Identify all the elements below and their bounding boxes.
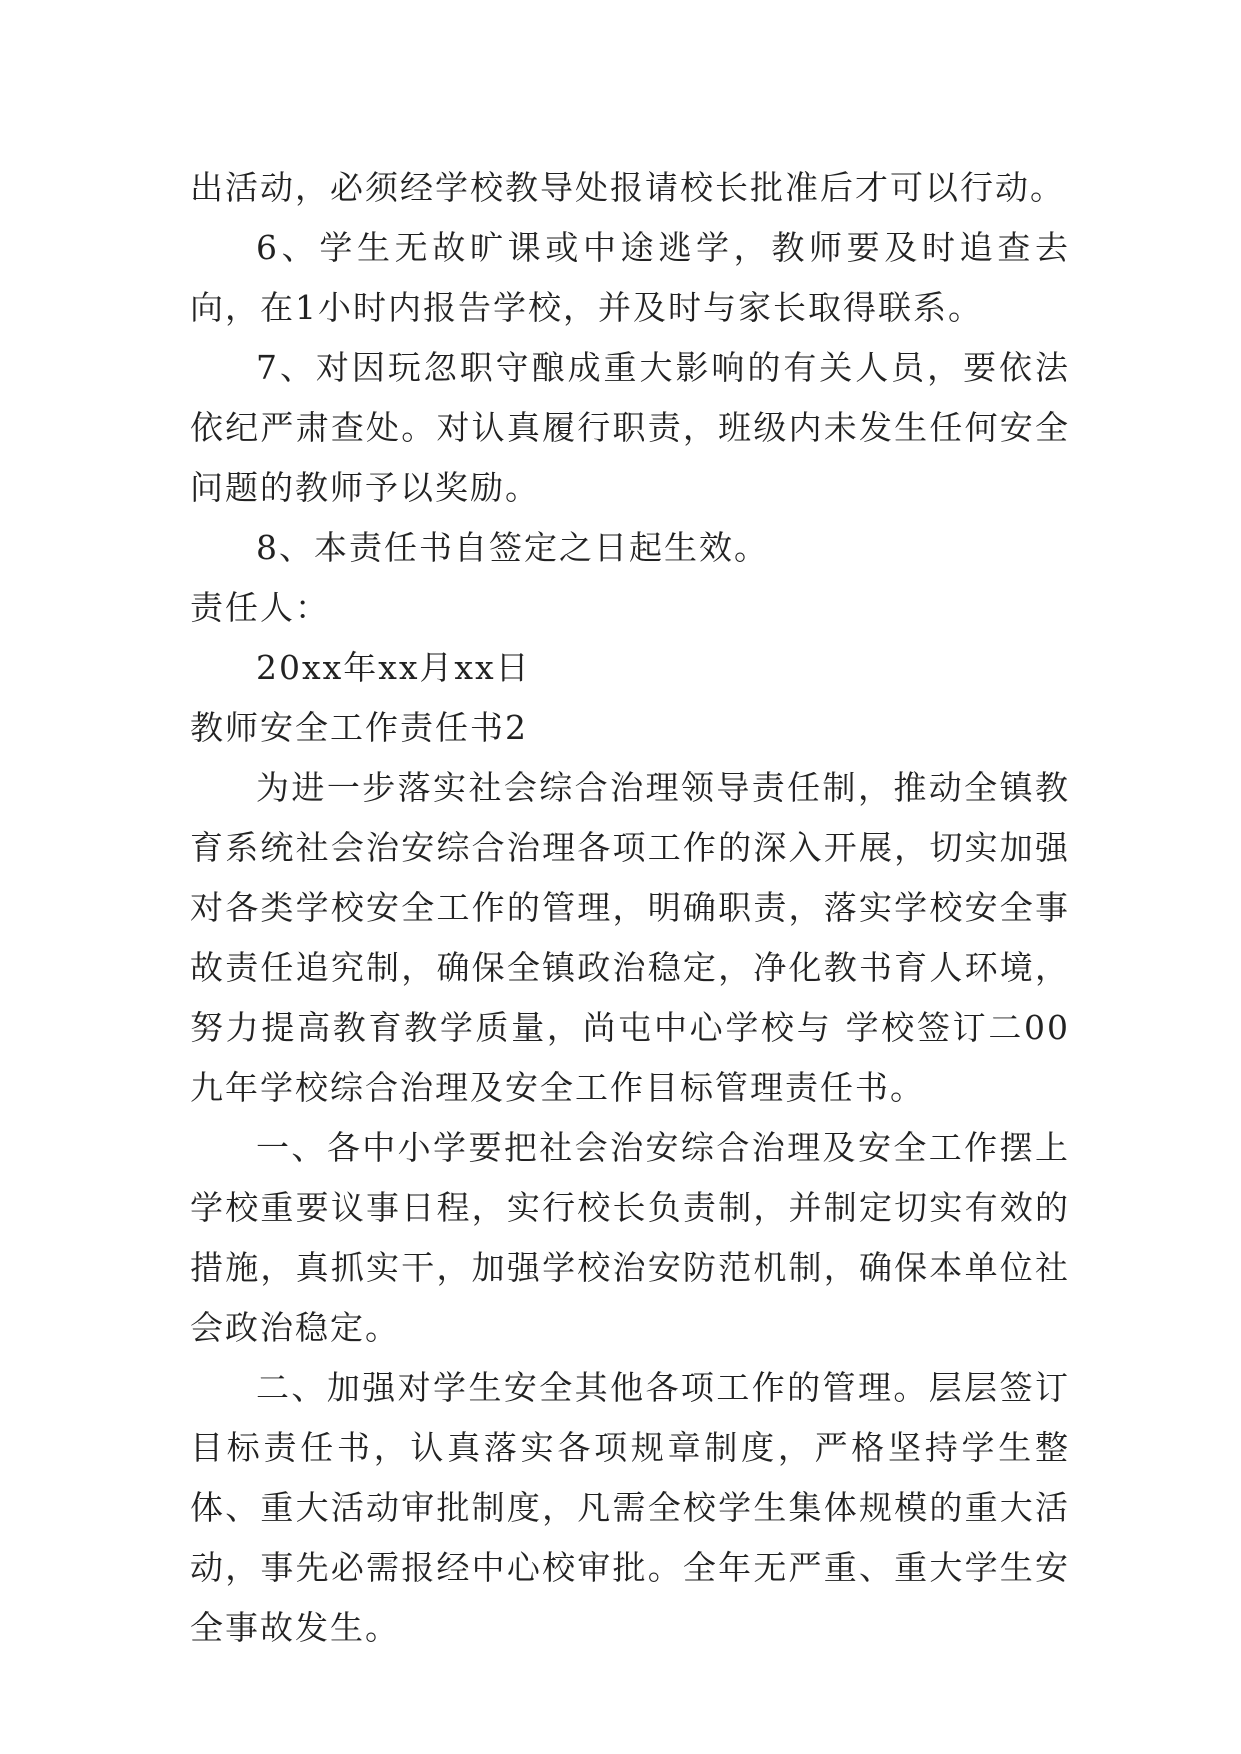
paragraph-item-7: 7、对因玩忽职守酿成重大影响的有关人员，要依法依纪严肃查处。对认真履行职责，班级内未发生任何安全问题的教师予以奖励。 bbox=[190, 348, 1070, 507]
paragraph-clause-1: 一、各中小学要把社会治安综合治理及安全工作摆上学校重要议事日程，实行校长负责制，并制定切实有效的措施，真抓实干，加强学校治安防范机制，确保本单位社会政治稳定。 bbox=[190, 1128, 1070, 1347]
paragraph-clause-2: 二、加强对学生安全其他各项工作的管理。层层签订目标责任书，认真落实各项规章制度，严格坚持学生整体、重大活动审批制度，凡需全校学生集体规模的重大活动，事先必需报经中心校审批。全年无严重、重大学生安全事故发生。 bbox=[190, 1368, 1070, 1647]
paragraph-item-6: 6、学生无故旷课或中途逃学，教师要及时追查去向，在1小时内报告学校，并及时与家长取得联系。 bbox=[190, 228, 1070, 327]
responsible-person-label: 责任人： bbox=[190, 588, 330, 627]
signature-date: 20xx年xx月xx日 bbox=[256, 648, 531, 687]
paragraph-continuation: 出活动，必须经学校教导处报请校长批准后才可以行动。 bbox=[190, 168, 1065, 207]
paragraph-intro: 为进一步落实社会综合治理领导责任制，推动全镇教育系统社会治安综合治理各项工作的深入开展，切实加强对各类学校安全工作的管理，明确职责，落实学校安全事故责任追究制，确保全镇政治稳定，净化教书育人环境，努力提高教育教学质量，尚屯中心学校与 学校签订二00九年学校综合治理及安全工作目标管理责任书。 bbox=[190, 768, 1070, 1107]
section-title: 教师安全工作责任书2 bbox=[190, 708, 528, 747]
paragraph-item-8: 8、本责任书自签定之日起生效。 bbox=[256, 528, 769, 567]
document-body bbox=[190, 158, 1070, 1658]
